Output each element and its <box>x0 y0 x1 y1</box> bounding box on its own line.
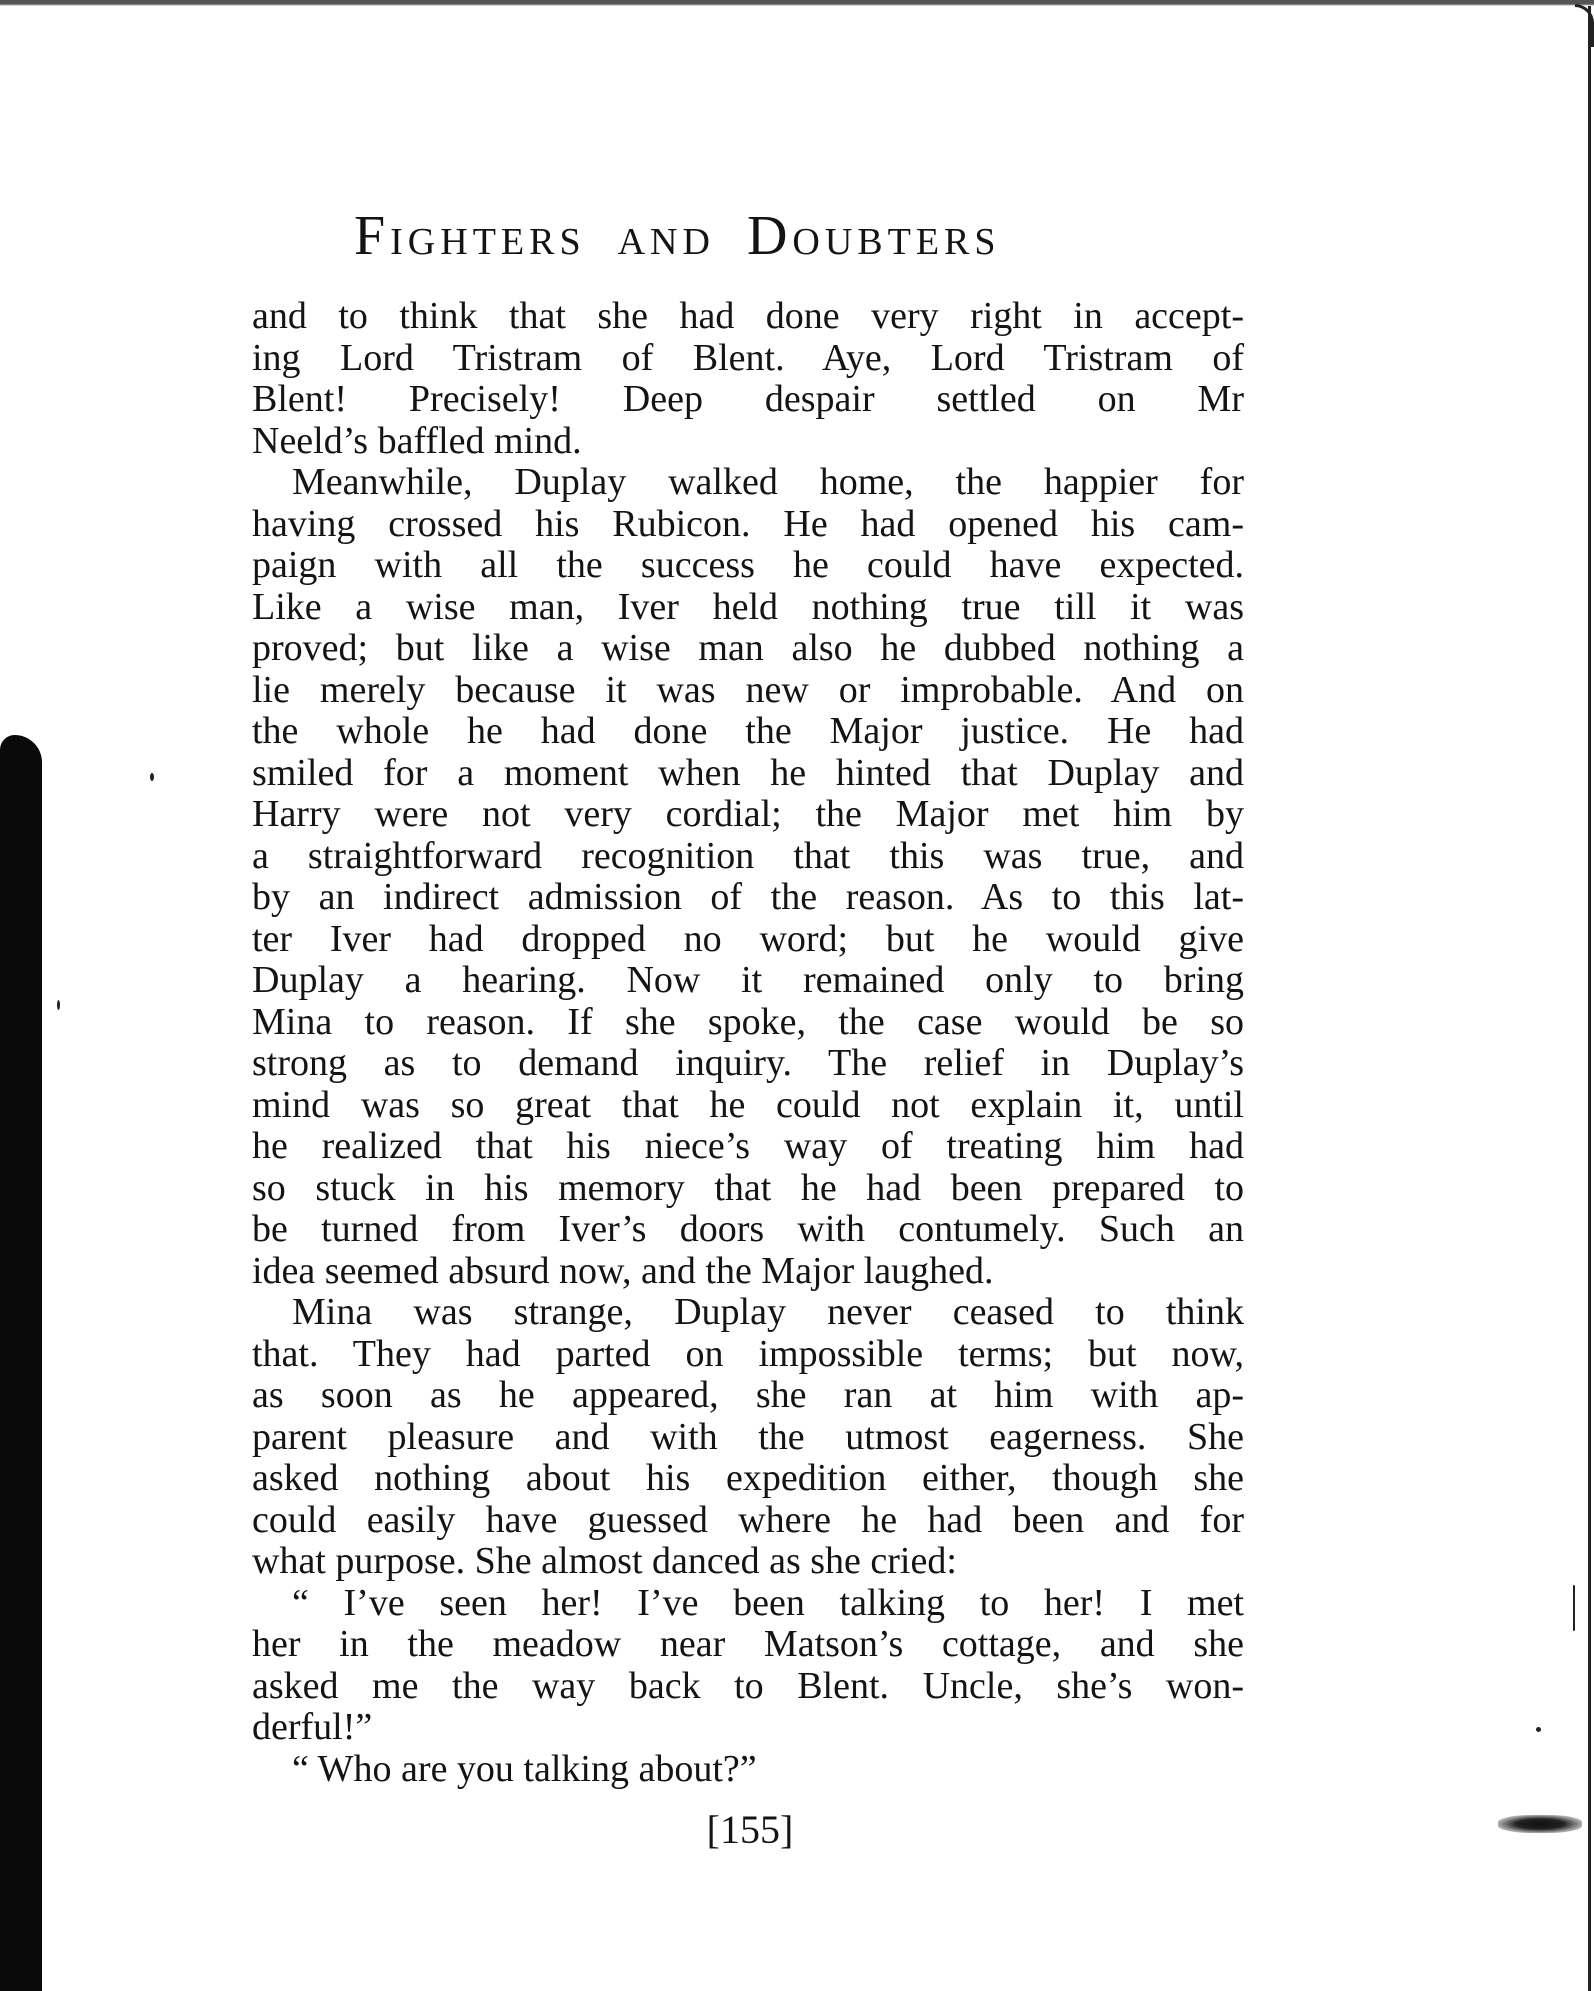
scan-page-curl <box>1575 4 1594 47</box>
text-line: smiled for a moment when he hinted that Duplay and <box>252 751 1244 794</box>
running-head-word: IGHTERS <box>390 221 586 263</box>
text-line: ter Iver had dropped no word; but he would give <box>252 917 1244 960</box>
text-line: ing Lord Tristram of Blent. Aye, Lord Tristram of <box>252 336 1244 379</box>
text-line: the whole he had done the Major justice. He had <box>252 710 1244 752</box>
scan-speck <box>1573 1585 1575 1631</box>
body-text <box>252 296 1244 1790</box>
text-line: so stuck in his memory that he had been prepared to <box>252 1166 1244 1209</box>
text-line: Like a wise man, Iver held nothing true till it was <box>252 585 1244 628</box>
scan-speck <box>1536 1727 1541 1732</box>
text-line: what purpose. She almost danced as she cried: <box>252 1540 957 1582</box>
text-line: proved; but like a wise man also he dubbed nothing a <box>252 627 1244 669</box>
text-line: strong as to demand inquiry. The relief in Duplay’s <box>252 1042 1244 1084</box>
text-line: that. They had parted on impossible terms; but now, <box>252 1332 1244 1375</box>
text-line: Neeld’s baffled mind. <box>252 419 582 462</box>
text-line: Blent! Precisely! Deep despair settled on Mr <box>252 378 1244 420</box>
running-head-initial: F <box>354 205 391 267</box>
text-line: her in the meadow near Matson’s cottage, and she <box>252 1623 1244 1665</box>
scan-top-edge <box>0 0 1594 6</box>
text-line: could easily have guessed where he had been and for <box>252 1498 1244 1541</box>
ink-blot <box>1498 1815 1582 1833</box>
text-line: Mina was strange, Duplay never ceased to think <box>292 1291 1244 1333</box>
running-head-initial: D <box>746 205 793 267</box>
text-line: mind was so great that he could not explain it, until <box>252 1083 1244 1126</box>
text-line: a straightforward recognition that this was true, and <box>252 834 1244 877</box>
text-line: paign with all the success he could have expected. <box>252 544 1244 586</box>
text-line: and to think that she had done very right in accept- <box>252 295 1244 337</box>
text-line: “ Who are you talking about?” <box>292 1747 757 1790</box>
text-line: lie merely because it was new or improbable. And on <box>252 668 1244 711</box>
scan-right-edge <box>1588 6 1591 1991</box>
text-line: by an indirect admission of the reason. As to this lat- <box>252 876 1244 918</box>
text-line: Mina to reason. If she spoke, the case would be so <box>252 1000 1244 1043</box>
text-line: he realized that his niece’s way of treating him had <box>252 1125 1244 1167</box>
text-line: asked me the way back to Blent. Uncle, she’s won- <box>252 1664 1244 1707</box>
text-line: derful!” <box>252 1706 373 1748</box>
binding-shadow <box>0 735 42 1991</box>
text-line: Harry were not very cordial; the Major met him by <box>252 793 1244 835</box>
scan-speck <box>57 1000 60 1010</box>
text-line: parent pleasure and with the utmost eagerness. She <box>252 1415 1244 1458</box>
text-line: asked nothing about his expedition either, though she <box>252 1457 1244 1499</box>
text-line: Duplay a hearing. Now it remained only to bring <box>252 959 1244 1001</box>
text-line: be turned from Iver’s doors with contumely. Such an <box>252 1208 1244 1250</box>
page-number: [155] <box>706 1807 794 1852</box>
text-line: Meanwhile, Duplay walked home, the happier for <box>292 461 1244 503</box>
text-line: “ I’ve seen her! I’ve been talking to her! I met <box>292 1581 1244 1624</box>
scan-speck <box>150 773 154 781</box>
text-line: as soon as he appeared, she ran at him with ap- <box>252 1374 1244 1416</box>
text-line: having crossed his Rubicon. He had opened his cam- <box>252 502 1244 545</box>
running-head-word: OUBTERS <box>792 221 1001 263</box>
running-head <box>354 205 1154 270</box>
text-line: idea seemed absurd now, and the Major laughed. <box>252 1249 994 1292</box>
running-head-word: AND <box>617 221 715 263</box>
